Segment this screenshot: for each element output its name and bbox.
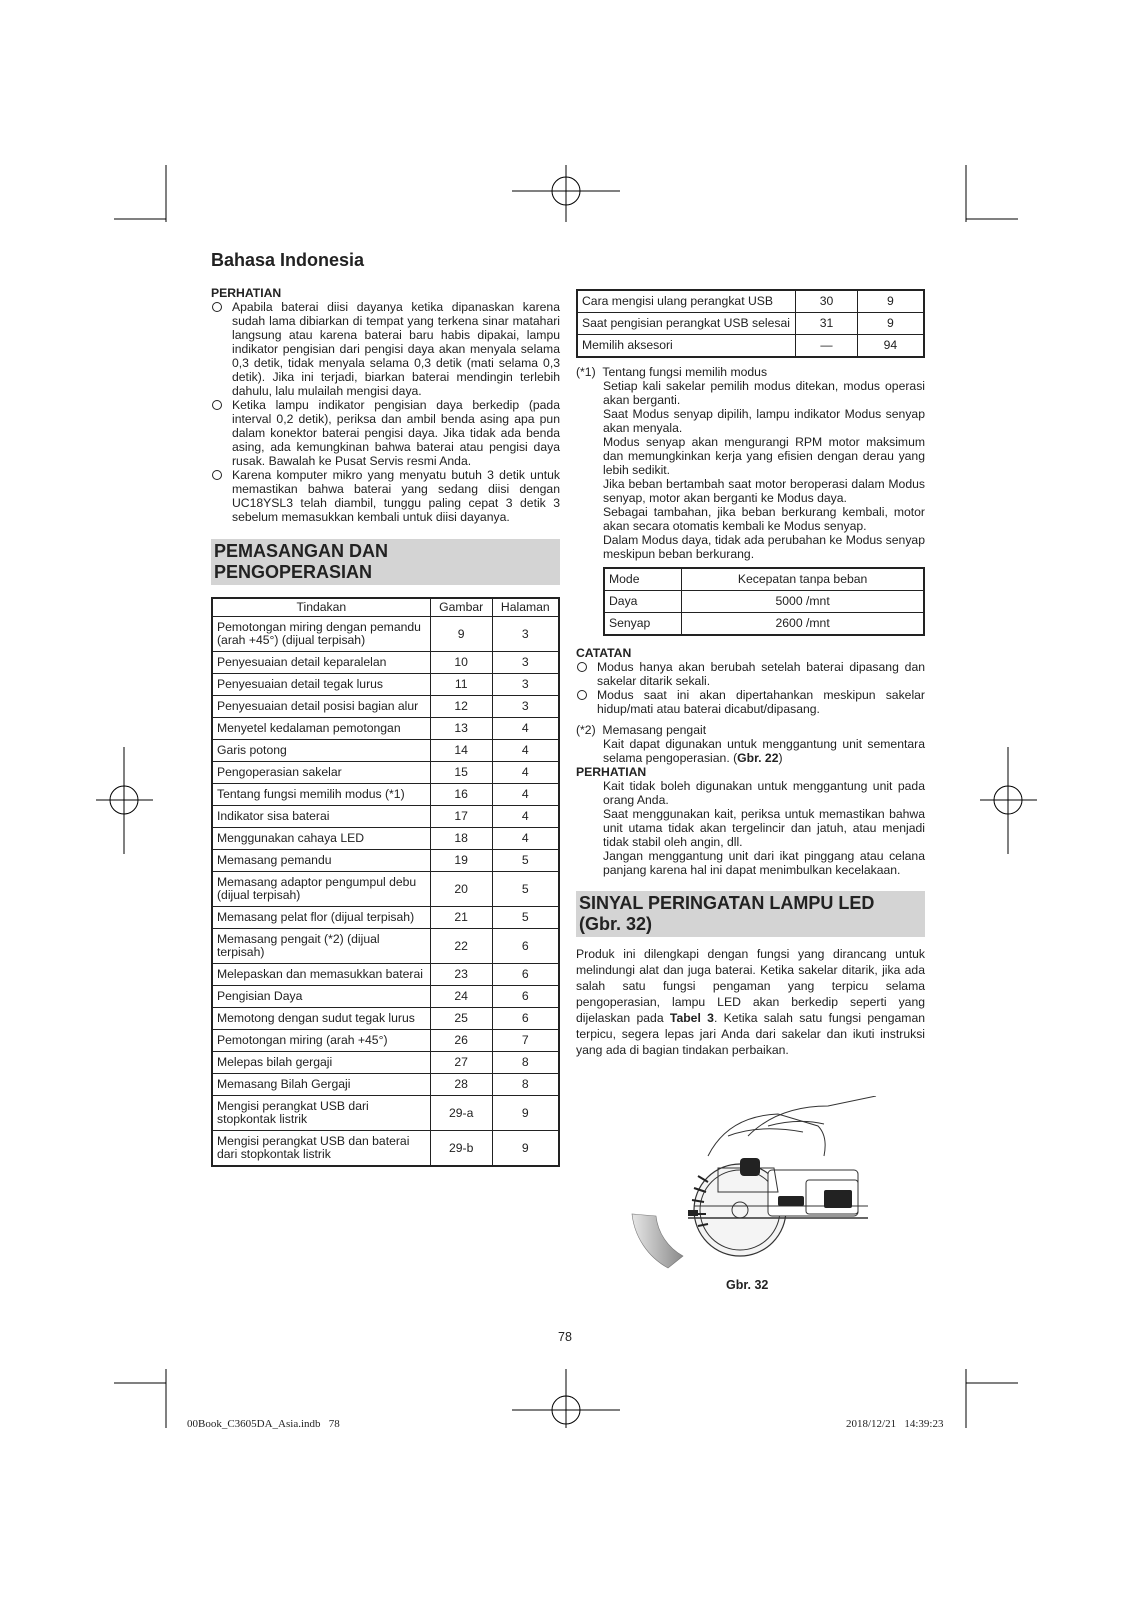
table-cell: Pemotongan miring (arah +45°) [212,1030,430,1052]
table-cell: 15 [430,762,492,784]
table-cell: 5000 /mnt [682,591,924,613]
operations-table-body [212,617,559,1167]
table-cell: 11 [430,674,492,696]
table-cell: 25 [430,1008,492,1030]
table-row [212,1131,559,1167]
table-cell: 6 [492,929,559,964]
table-row [212,1096,559,1131]
list-item: Modus hanya akan berubah setelah baterai dipasang dan sakelar ditarik sekali. [576,660,925,688]
table-row [212,872,559,907]
list-item: Karena komputer mikro yang menyatu butuh 3 detik untuk memastikan bahwa baterai yang sedang diisi dengan UC18YSL3 telah diambil, tunggu paling cepat 3 detik 3 sebelum memasukkan kembali untuk diisi dayanya. [211,468,560,524]
table-row [604,613,924,636]
table-cell: Memilih aksesori [577,335,796,358]
paragraph: Sebagai tambahan, jika beban berkurang kembali, motor akan secara otomatis kembali ke Modus senyap. [603,505,925,533]
page-title: Bahasa Indonesia [211,250,365,270]
figure-caption: Gbr. 32 [726,1278,769,1292]
note-title: Memasang pengait [602,723,707,737]
table-cell: 3 [492,696,559,718]
table-cell: Indikator sisa baterai [212,806,430,828]
note-title: Tentang fungsi memilih modus [602,365,768,379]
table-cell: 22 [430,929,492,964]
circular-saw-illustration [628,1096,884,1274]
table-cell: Pemotongan miring dengan pemandu (arah +45°) (dijual terpisah) [212,617,430,652]
table-cell: 9 [492,1131,559,1167]
table-cell: 3 [492,674,559,696]
table-row [212,806,559,828]
table-cell: Senyap [604,613,682,636]
table-cell: 31 [796,313,858,335]
table-row [212,929,559,964]
table-cell: 29-a [430,1096,492,1131]
table-cell: Menggunakan cahaya LED [212,828,430,850]
table-cell: 8 [492,1074,559,1096]
table-cell: 9 [857,290,924,313]
table-cell: 21 [430,907,492,929]
operations-table-continued-body [577,290,924,357]
table-cell: Melepas bilah gergaji [212,1052,430,1074]
table-cell: 5 [492,907,559,929]
table-cell: 4 [492,718,559,740]
table-row [212,986,559,1008]
table-cell: 4 [492,806,559,828]
table-header-row [212,598,559,617]
table-row [212,718,559,740]
table-row [212,1052,559,1074]
table-row [212,696,559,718]
caution-label: PERHATIAN [211,286,282,300]
table-cell: 20 [430,872,492,907]
table-cell: Daya [604,591,682,613]
table-cell: 24 [430,986,492,1008]
text: . Ketika salah satu fungsi pengaman terpicu, segera lepas jari Anda dari sakelar dan ikuti instruksi yang ada di bagian tindakan perbaikan. [576,1011,925,1057]
table-cell: 94 [857,335,924,358]
column-header: Halaman [492,598,559,617]
table-cell: 12 [430,696,492,718]
table-row [212,850,559,872]
text: Produk ini dilengkapi dengan fungsi yang dirancang untuk melindungi alat dan juga baterai. Ketika sakelar ditarik, jika ada salah satu fungsi pengaman yang terpicu selama pengoperasian, lampu LED akan berkedip seperti yang dijelaskan pada [576,947,925,1025]
table-cell: Memasang adaptor pengumpul debu (dijual terpisah) [212,872,430,907]
section-heading-line: PENGOPERASIAN [214,562,373,582]
table-cell: Penyesuaian detail keparalelan [212,652,430,674]
table-cell: Cara mengisi ulang perangkat USB [577,290,796,313]
table-cell: — [796,335,858,358]
table-cell: 29-b [430,1131,492,1167]
paragraph: Dalam Modus daya, tidak ada perubahan ke Modus senyap meskipun beban berkurang. [603,533,925,561]
table-cell: 27 [430,1052,492,1074]
table-cell: 5 [492,872,559,907]
table-cell: Mengisi perangkat USB dari stopkontak listrik [212,1096,430,1131]
table-cell: 28 [430,1074,492,1096]
table-cell: Tentang fungsi memilih modus (*1) [212,784,430,806]
table-row [212,828,559,850]
note-marker: (*1) [576,365,596,379]
footer-file-name: 00Book_C3605DA_Asia.indb 78 [187,1418,340,1430]
table-cell: 4 [492,762,559,784]
note-label: CATATAN [576,646,632,660]
figure-ref: Gbr. 22 [737,751,779,765]
table-cell: 6 [492,964,559,986]
table-row [577,335,924,358]
section-heading-installation [211,539,560,585]
list-item: Ketika lampu indikator pengisian daya berkedip (pada interval 0,2 detik), periksa dan ambil benda asing apa pun dalam konektor baterai pengisi daya. Jika tidak ada benda asing, ada kemungkinan bahwa baterai atau pengisi daya rusak. Bawalah ke Pusat Servis resmi Anda. [211,398,560,468]
note-2 [576,723,925,765]
table-row [212,907,559,929]
table-ref: Tabel 3 [669,1011,714,1025]
table-cell: Garis potong [212,740,430,762]
list-item: Modus saat ini akan dipertahankan meskipun sakelar hidup/mati atau baterai dicabut/dipasang. [576,688,925,716]
column-header: Tindakan [212,598,430,617]
right-column [576,289,925,1058]
paragraph [576,737,925,765]
table-cell: 4 [492,784,559,806]
table-cell: Penyesuaian detail posisi bagian alur [212,696,430,718]
caution-label: PERHATIAN [576,765,647,779]
table-cell: 2600 /mnt [682,613,924,636]
section-heading-line: (Gbr. 32) [579,914,653,934]
table-cell: 9 [492,1096,559,1131]
note-marker: (*2) [576,723,596,737]
table-cell: Pengisian Daya [212,986,430,1008]
table-cell: 7 [492,1030,559,1052]
table-cell: Penyesuaian detail tegak lurus [212,674,430,696]
table-header-row [604,568,924,591]
caution-list [211,300,560,524]
section-heading-led [576,891,925,937]
table-cell: 4 [492,740,559,762]
section-heading-line: PEMASANGAN DAN [214,541,389,561]
paragraph: Modus senyap akan mengurangi RPM motor maksimum dan memungkinkan kerja yang efisien dengan derau yang lebih sedikit. [603,435,925,477]
table-cell: 18 [430,828,492,850]
note-list [576,660,925,716]
table-row [577,313,924,335]
paragraph: Kait tidak boleh digunakan untuk menggantung unit pada orang Anda. [603,779,925,807]
table-cell: 6 [492,986,559,1008]
column-header: Mode [604,568,682,591]
text: Kait dapat digunakan untuk menggantung unit sementara selama pengoperasian. ( [603,737,925,765]
paragraph: Saat Modus senyap dipilih, lampu indikator Modus senyap akan menyala. [603,407,925,435]
table-row [212,652,559,674]
table-cell: Menyetel kedalaman pemotongan [212,718,430,740]
table-row [212,1030,559,1052]
table-cell: 13 [430,718,492,740]
table-cell: 5 [492,850,559,872]
table-cell: Memasang Bilah Gergaji [212,1074,430,1096]
table-cell: 23 [430,964,492,986]
table-row [212,784,559,806]
table-row [212,617,559,652]
table-row [212,674,559,696]
table-cell: 3 [492,617,559,652]
led-body-text [576,946,925,1058]
footer-timestamp: 2018/12/21 14:39:23 [846,1418,944,1430]
column-header: Kecepatan tanpa beban [682,568,924,591]
note-1 [576,365,925,561]
operations-table-continued [576,289,925,358]
table-cell: 19 [430,850,492,872]
table-row [212,1008,559,1030]
table-cell: Memotong dengan sudut tegak lurus [212,1008,430,1030]
paragraph: Saat menggunakan kait, periksa untuk memastikan bahwa unit utama tidak akan tergelincir dan jatuh, atau menjadi tidak stabil oleh angin, dll. [603,807,925,849]
table-cell: Saat pengisian perangkat USB selesai [577,313,796,335]
table-cell: 26 [430,1030,492,1052]
table-cell: 14 [430,740,492,762]
page-number: 78 [558,1330,572,1344]
table-cell: 16 [430,784,492,806]
table-cell: Memasang pelat flor (dijual terpisah) [212,907,430,929]
table-row [577,290,924,313]
paragraph: Jika beban bertambah saat motor beroperasi dalam Modus senyap, motor akan berganti ke Modus daya. [603,477,925,505]
table-cell: Memasang pemandu [212,850,430,872]
table-cell: 9 [430,617,492,652]
table-row [212,1074,559,1096]
table-cell: 9 [857,313,924,335]
table-cell: 4 [492,828,559,850]
table-row [212,964,559,986]
table-cell: 17 [430,806,492,828]
table-row [212,740,559,762]
table-cell: 30 [796,290,858,313]
column-header: Gambar [430,598,492,617]
table-cell: 8 [492,1052,559,1074]
table-cell: Mengisi perangkat USB dan baterai dari stopkontak listrik [212,1131,430,1167]
table-cell: 10 [430,652,492,674]
section-heading-line: SINYAL PERINGATAN LAMPU LED [579,893,875,913]
table-cell: 3 [492,652,559,674]
table-cell: Memasang pengait (*2) (dijual terpisah) [212,929,430,964]
table-cell: Pengoperasian sakelar [212,762,430,784]
paragraph: Jangan menggantung unit dari ikat pinggang atau celana panjang karena hal ini dapat menimbulkan kecelakaan. [603,849,925,877]
operations-table [211,597,560,1167]
table-cell: Melepaskan dan memasukkan baterai [212,964,430,986]
table-cell: 6 [492,1008,559,1030]
list-item: Apabila baterai diisi dayanya ketika dipanaskan karena sudah lama dibiarkan di tempat yang terkena sinar matahari langsung atau karena baterai baru habis dipakai, lampu indikator pengisian dari pengisi daya akan menyala selama 0,3 detik, tidak menyala selama 0,3 detik (mati selama 0,3 detik). Jika ini terjadi, biarkan baterai mendingin terlebih dahulu, lalu mulailah mengisi daya. [211,300,560,398]
table-row [604,591,924,613]
mode-table [603,567,925,636]
table-row [212,762,559,784]
left-column [211,286,560,1167]
text: ) [778,751,783,765]
paragraph: Setiap kali sakelar pemilih modus ditekan, modus operasi akan berganti. [603,379,925,407]
